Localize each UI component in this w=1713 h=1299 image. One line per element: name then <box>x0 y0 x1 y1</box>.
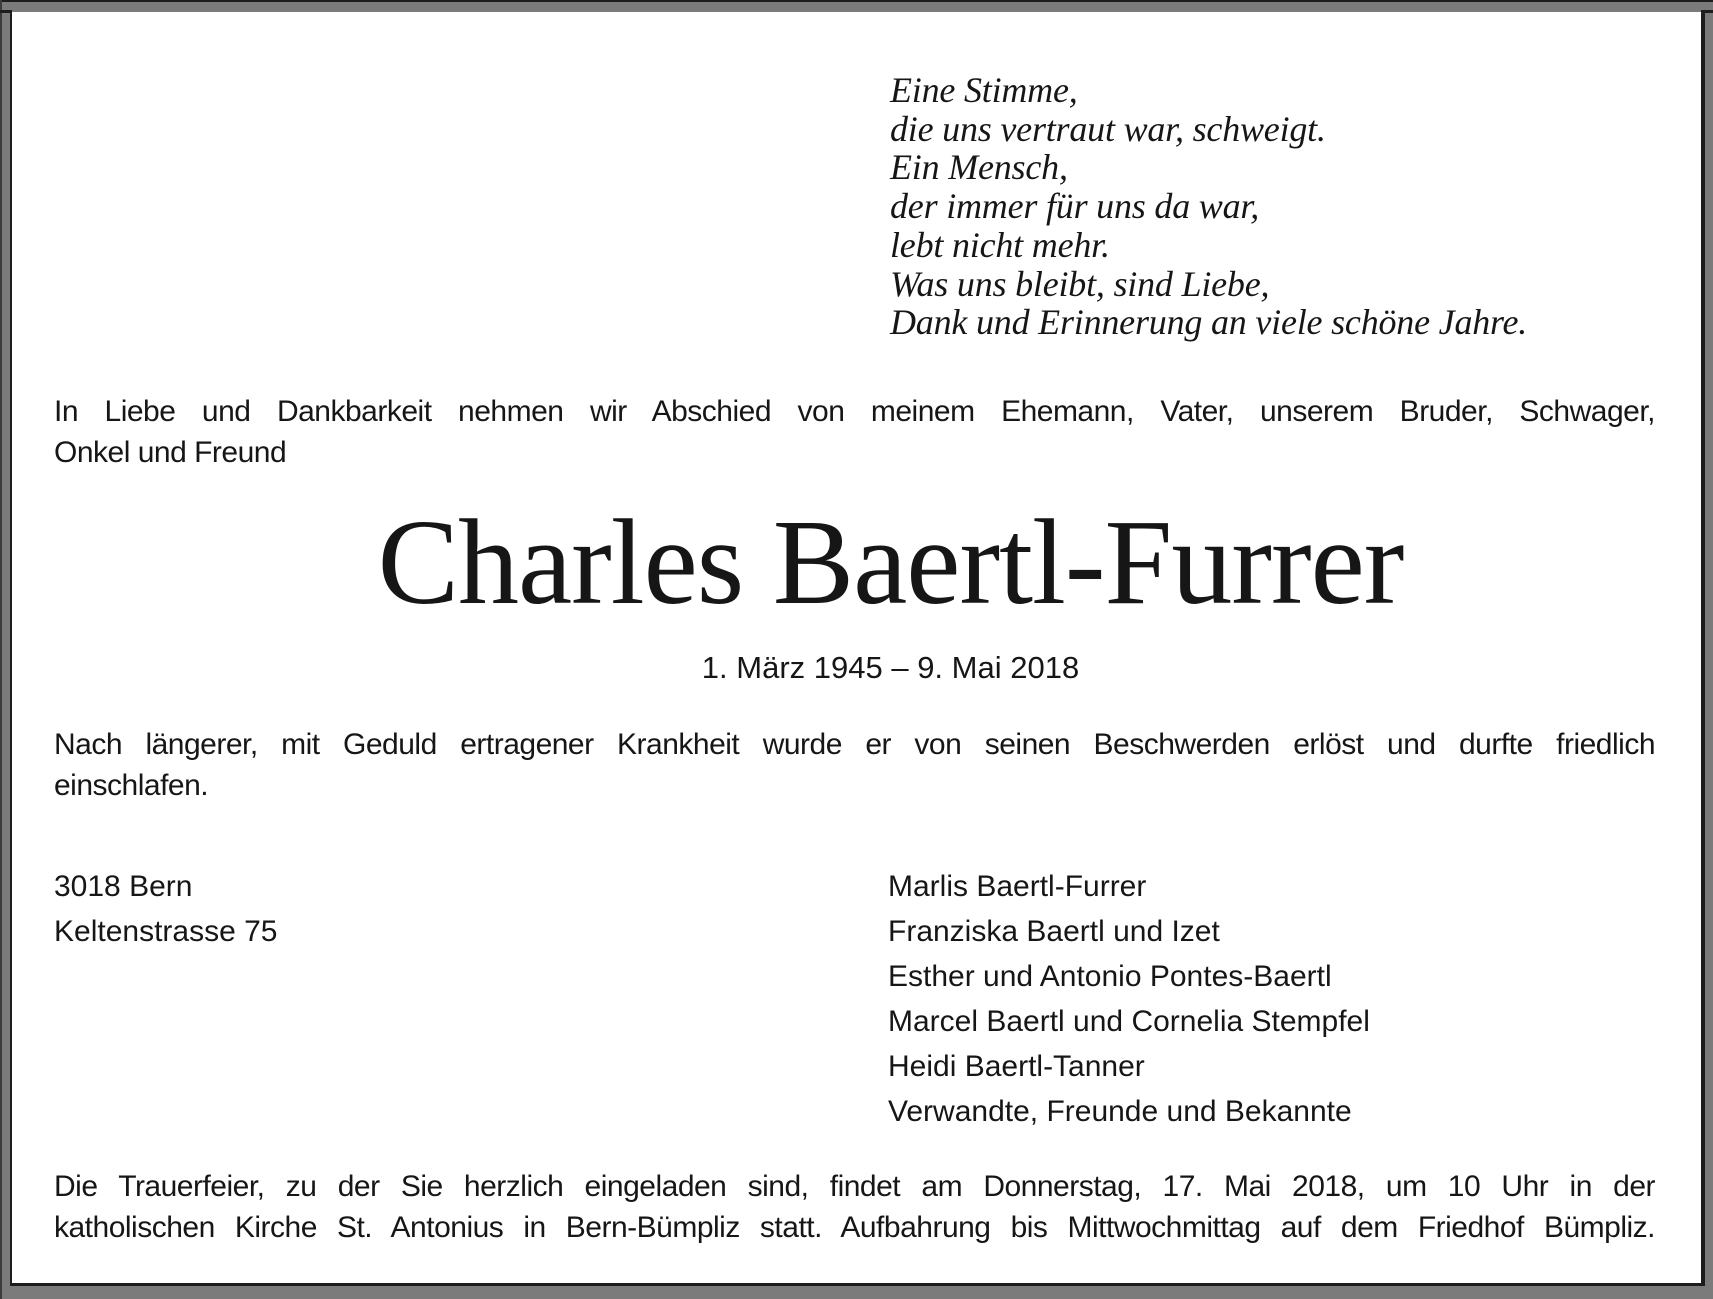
outer-top-line <box>0 0 1713 2</box>
mourner-line: Marcel Baertl und Cornelia Stempfel <box>888 1005 1370 1038</box>
mourner-line: Marlis Baertl-Furrer <box>888 870 1147 903</box>
poem-line: Ein Mensch, <box>890 147 1068 188</box>
poem-line: die uns vertraut war, schweigt. <box>890 108 1326 149</box>
illness-paragraph <box>54 724 1655 806</box>
illness-line: Nach längerer, mit Geduld ertragener Krankheit wurde er von seinen Beschwerden erlöst und durfte friedlich <box>54 728 1655 761</box>
mourner-line: Heidi Baertl-Tanner <box>888 1050 1145 1083</box>
intro-line: In Liebe und Dankbarkeit nehmen wir Abschied von meinem Ehemann, Vater, unserem Bruder, Schwager, <box>54 395 1655 428</box>
outer-left-line <box>0 0 2 1299</box>
funeral-line: Die Trauerfeier, zu der Sie herzlich eingeladen sind, findet am Donnerstag, 17. Mai 2018, um 10 Uhr in der <box>54 1170 1655 1203</box>
address-street: Keltenstrasse 75 <box>54 915 278 948</box>
poem-block <box>890 71 1527 342</box>
poem-line: Was uns bleibt, sind Liebe, <box>890 263 1270 304</box>
address-postal-city: 3018 Bern <box>54 870 193 903</box>
poem-line: lebt nicht mehr. <box>890 224 1110 265</box>
intro-paragraph <box>54 391 1655 473</box>
mourner-line: Verwandte, Freunde und Bekannte <box>888 1095 1352 1128</box>
obituary-page <box>10 12 1705 1286</box>
deceased-name: Charles Baertl-Furrer <box>377 495 1404 630</box>
poem-line: Eine Stimme, <box>890 70 1078 110</box>
mourner-line: Franziska Baertl und Izet <box>888 915 1220 948</box>
mourners-list <box>888 864 1370 1134</box>
poem-line: der immer für uns da war, <box>890 186 1260 227</box>
poem-line: Dank und Erinnerung an viele schöne Jahre. <box>890 302 1528 343</box>
funeral-line: katholischen Kirche St. Antonius in Bern-Bümpliz statt. Aufbahrung bis Mittwochmittag auf dem Friedhof Bümpliz. <box>54 1211 1655 1244</box>
illness-line: einschlafen. <box>54 769 209 802</box>
funeral-paragraph <box>54 1166 1655 1248</box>
life-dates: 1. März 1945 – 9. Mai 2018 <box>701 650 1080 685</box>
intro-line: Onkel und Freund <box>54 436 287 469</box>
mourner-line: Esther und Antonio Pontes-Baertl <box>888 960 1332 993</box>
address-block <box>54 864 277 954</box>
